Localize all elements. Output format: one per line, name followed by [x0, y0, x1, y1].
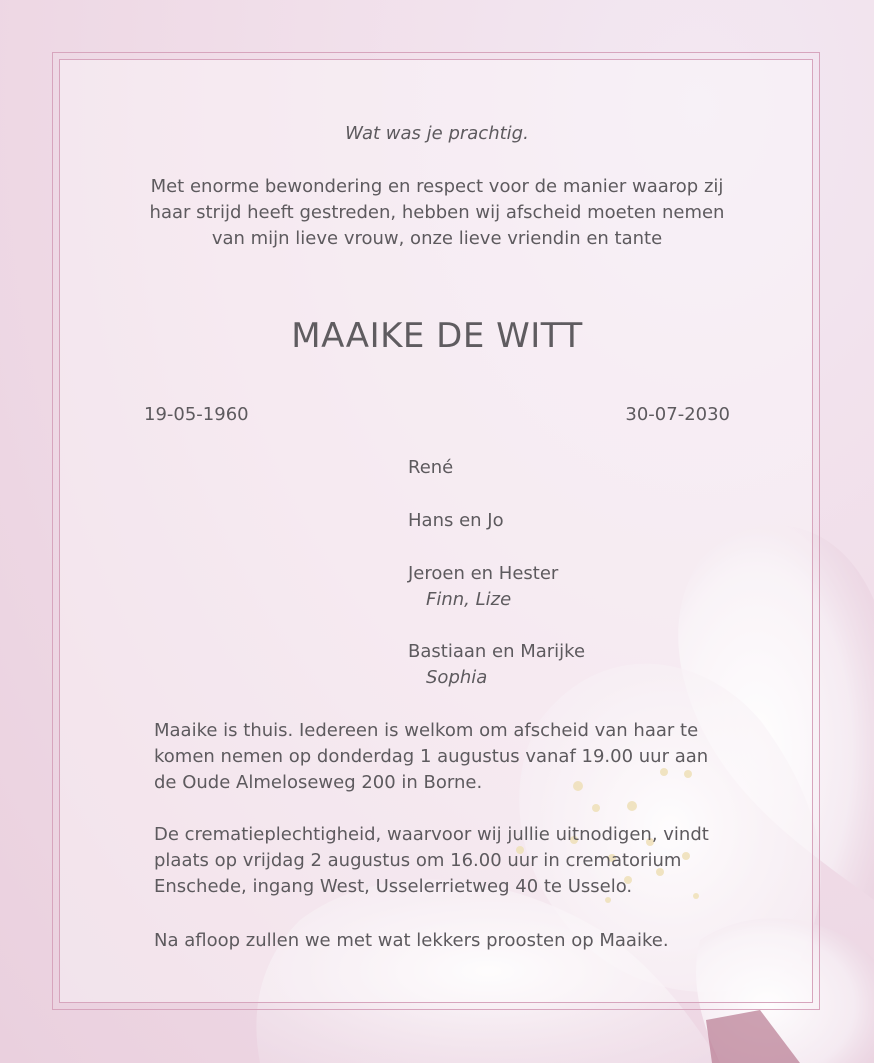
relative-name: René: [408, 457, 454, 478]
intro-line-3: van mijn lieve vrouw, onze lieve vriendin en tante: [211, 228, 663, 249]
closing-text: Na afloop zullen we met wat lekkers proosten op Maaike.: [154, 930, 669, 951]
relative-name: Hans en Jo: [408, 510, 504, 531]
ceremony-line-1: De crematieplechtigheid, waarvoor wij jullie uitnodigen, vindt: [154, 824, 709, 845]
relative-name: Jeroen en Hester: [408, 563, 559, 584]
deceased-name: MAAIKE DE WITT: [291, 316, 583, 356]
visitation-line-1: Maaike is thuis. Iedereen is welkom om afscheid van haar te: [154, 720, 699, 741]
visitation-line-3: de Oude Almeloseweg 200 in Borne.: [154, 772, 483, 793]
relative-name: Bastiaan en Marijke: [408, 641, 586, 662]
intro-line-2: haar strijd heeft gestreden, hebben wij afscheid moeten nemen: [149, 202, 725, 223]
ceremony-line-2: plaats op vrijdag 2 augustus om 16.00 uur in crematorium: [154, 850, 682, 871]
death-date: 30-07-2030: [625, 404, 730, 425]
motto-text: Wat was je prachtig.: [345, 123, 529, 144]
intro-line-1: Met enorme bewondering en respect voor de manier waarop zij: [150, 176, 724, 197]
relative-children: Finn, Lize: [426, 589, 512, 610]
ceremony-line-3: Enschede, ingang West, Usselerrietweg 40 te Usselo.: [154, 876, 633, 897]
visitation-line-2: komen nemen op donderdag 1 augustus vanaf 19.00 uur aan: [154, 746, 709, 767]
birth-date: 19-05-1960: [144, 404, 249, 425]
relative-children: Sophia: [426, 667, 488, 688]
